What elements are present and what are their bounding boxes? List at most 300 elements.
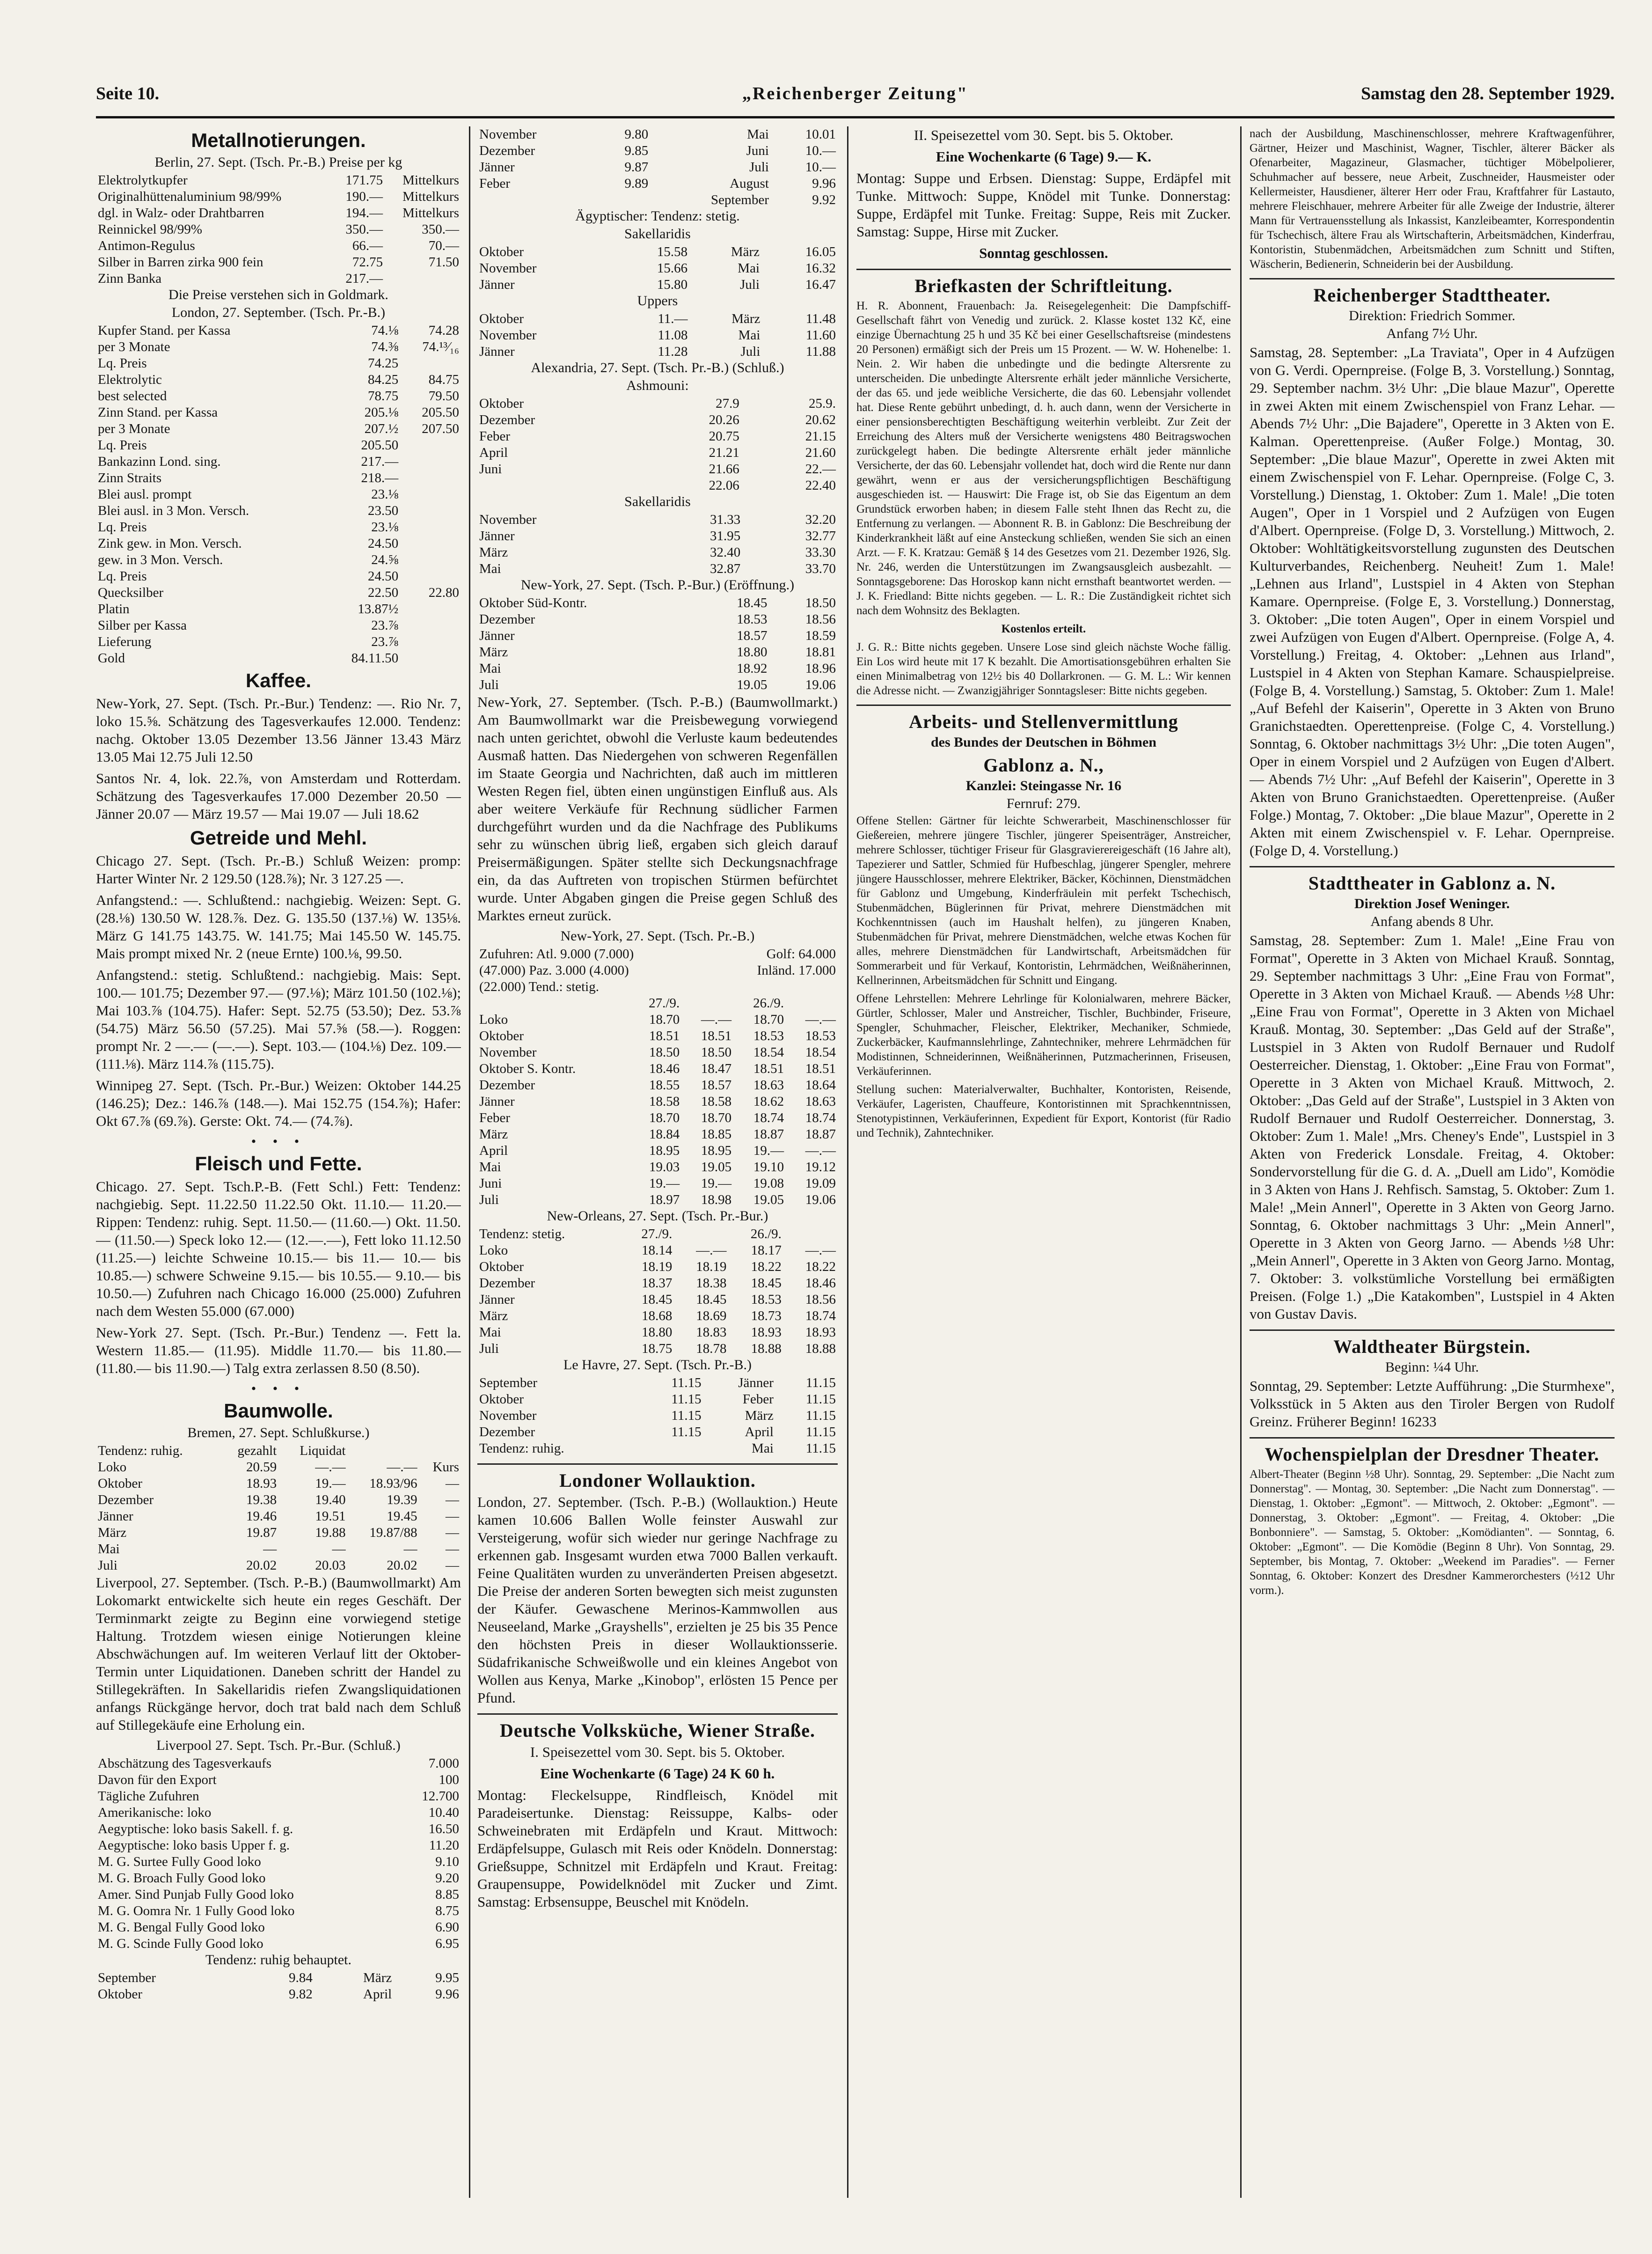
table-cell: Lq. Preis [98, 438, 147, 453]
menu-week: II. Speisezettel vom 30. Sept. bis 5. Oktober. [914, 127, 1174, 143]
table-cell: 19.46 [246, 1509, 277, 1524]
table-cell: 19.10 [753, 1160, 784, 1175]
table-row [96, 1837, 461, 1854]
table-row [477, 327, 838, 344]
table-cell: 18.87 [753, 1127, 784, 1142]
table-cell [400, 552, 461, 568]
table-cell: März [731, 311, 760, 326]
table-header-cell [786, 995, 838, 1012]
berlin-table [96, 172, 461, 287]
table-cell: 19.08 [753, 1176, 784, 1191]
menu-card: Eine Wochenkarte (6 Tage) 9.— K. [936, 148, 1152, 165]
column-3 [856, 126, 1231, 2198]
table-cell: 9.80 [624, 127, 649, 142]
arbeit-text-1: Offene Stellen: Gärtner für leichte Schwerarbeit, Maschinenschlosser für Gießereien, mehrere jüngere Tischler, jüngerer Speisenträger, Anstreicher, mehrere Schlosser, tüchtiger Friseur für Glasgravierereigeschäft (16 Jahre alt), Tapezierer und Sattler, Schmied für Hufbeschlag, jüngerer Spengler, mehrere jüngere Hausschlosser, mehrere Elektriker, Bäcker, Köchinnen, Dienstmädchen für Gablonz und Umgebung, Kinderfräulein mit perfekt Tschechisch, Stubenmädchen, Büglerinnen für Privat, mehrere Dienstmädchen mit Kochkenntnissen (auch im Haushalt helfen), zu jüngeren Knaben, Stubenmädchen für Privat, mehrere Dienstmädchen, welche etwas Kochen für alles, mehrere Dienstmädchen für Landwirtschaft, Arbeitsmädchen für Sommerarbeit und für Verkauf, Kontoristin, Lehrmädchen, Weißnäherinnen, Kellnerinnen, Arbeitsmädchen für Schnitt und Eingang. [856, 815, 1231, 987]
grain-text-4: Winnipeg 27. Sept. (Tsch. Pr.-Bur.) Weizen: Oktober 144.25 (146.25); Dez.: 146.⅞ (148.—). Mai 152.75 (154.⅞); Hafer: Okt 67.⅞ (69.⅞). Gerste: Okt. 74.— (74.⅞). [96, 1077, 461, 1129]
table-row [96, 503, 461, 519]
table-row [477, 644, 838, 661]
table-cell: 19.05 [701, 1160, 732, 1175]
table-cell: 32.20 [805, 512, 836, 527]
table-row [96, 634, 461, 650]
table-cell: — [446, 1476, 459, 1491]
table-header-cell [674, 1226, 728, 1242]
table-cell: 19.06 [805, 1192, 836, 1207]
table-cell: 20.75 [709, 429, 739, 444]
table-cell: Mai [738, 261, 760, 276]
table-cell: 22.— [805, 462, 836, 477]
table-row [96, 552, 461, 568]
wool-text: London, 27. September. (Tsch. P.-B.) (Wollauktion.) Heute kamen 10.606 Ballen Wolle feinster Auswahl zur Versteigerung, wofür sich wieder nur geringe Nachfrage zu erkennen gab. Insgesamt wurden etwa 7000 Ballen verkauft. Feine Qualitäten wurden zu unveränderten Preisen abgesetzt. Die Preise der anderen Sorten bewegten sich meist zugunsten der Käufer. Gewaschene Merinos-Kammwollen aus Neuseeland, Marke „Grayshells", erzielten je 25 bis 35 Pence den höchsten Preis in dieser Wollauktionsserie. Südafrikanische Schweißwolle und ein kleines Angebot von Wollen aus Kenya, Marke „Kinobop", erlösten 15 Pence per Pfund. [477, 1494, 838, 1706]
table-cell: 20.62 [805, 412, 836, 427]
briefkasten-text: H. R. Abonnent, Frauenbach: Ja. Reisegelegenheit: Die Dampfschiff-Gesellschaft fährt von Venedig und zurück. 2. Klasse kostet 132 Kč, eine einzige Übernachtung 25 h und 35 Kč bei einer Gesellschaftsreise (mindestens 20 Personen) ermäßigt sich der Preis um 15 Prozent. — W. W. Hohenelbe: 1. Nein. 2. Wir haben die unbedingte und die bedingte Altersrente zu unterscheiden. Die unbedingte Altersrente erhält jeder männliche Versicherte, der das 65. und jede weibliche Versicherte, die das 60. Lebensjahr vollendet hat. Diese Rente gebührt unbedingt, d. h. auch dann, wenn der Versicherte in einer pensionsberechtigten Beschäftigung weiterhin verbleibt. Zur Zeit der Erreichung des Alters muß der Versicherte wenigstens 480 Beitragswochen zurückgelegt haben. Die bedingte Altersrente erhält jeder männliche Versicherte, der das 60. Lebensjahr vollendet hat, doch wird die Rente nur dann gewährt, wenn er aus der versicherungspflichtigen Beschäftigung ausgeschieden ist. — Hauswirt: Die Frage ist, ob Sie das Eigentum an dem Grundstück erworben haben; in diesem Falle steht Ihnen das Recht zu, die Entfernung zu verlangen. — Abonnent R. B. in Gablonz: Die Beschreibung der Kinderkrankheit läßt auf eine Ansteckung schließen, wenden Sie sich an einen Arzt. — F. K. Kratzau: Gemäß § 14 des Gesetzes vom 21. Dezember 1926, Slg. Nr. 246, werden die Unterstützungen im Zwangsausgleich ausbezahlt. — Sonntagsgeborene: Das Horoskop kann nicht ernsthaft beantwortet werden. — J. K. Friedland: Bitte nichts gegeben. — L. R.: Die Zuständigkeit richtet sich nach dem Wohnsitz des Beklagten. [856, 300, 1231, 617]
separator-dots: • • • [251, 1134, 306, 1149]
stadttheater-direction: Direktion: Friedrich Sommer. [1349, 308, 1515, 323]
table-row [477, 1375, 838, 1391]
table-cell: 20.59 [246, 1460, 277, 1475]
table-cell: 74.⅛ [371, 323, 399, 338]
table-cell: 194.— [345, 206, 383, 220]
wool-heading: Londoner Wollauktion. [559, 1470, 756, 1491]
london-head: London, 27. September. (Tsch. Pr.-B.) [171, 305, 386, 320]
table-row [477, 1324, 838, 1341]
table-row [96, 1772, 461, 1788]
table-cell: 23.⅛ [371, 520, 399, 535]
table-cell: 15.80 [657, 277, 688, 292]
table-cell: Jänner [479, 344, 515, 359]
table-row [96, 1919, 461, 1936]
table-row [477, 1110, 838, 1126]
table-cell: 74.25 [367, 356, 399, 371]
table-row [96, 601, 461, 617]
stadttheater-heading: Reichenberger Stadttheater. [1313, 285, 1551, 306]
table-cell: 11.15 [805, 1408, 836, 1423]
table-cell: 18.47 [701, 1061, 732, 1076]
table-row [96, 205, 461, 221]
table-cell: Blei ausl. prompt [98, 487, 192, 502]
havre-table [477, 1375, 838, 1457]
cotton-heading: Baumwolle. [224, 1400, 333, 1422]
table-cell: 32.87 [710, 561, 741, 576]
table-cell [400, 568, 461, 585]
menu-text: Montag: Suppe und Erbsen. Dienstag: Suppe, Erdäpfel mit Tunke. Mittwoch: Suppe, Knödel mit Tunke. Donnerstag: Suppe, Erdäpfel mit Tunke. Freitag: Suppe, Reis mit Zucker. Samstag: Suppe, Hirse mit Zucker. [856, 170, 1231, 240]
table-cell: 18.45 [737, 595, 768, 610]
table-cell: 16.47 [805, 277, 836, 292]
table-cell: 18.73 [751, 1308, 782, 1323]
table-row [477, 628, 838, 644]
table-cell: 11.15 [805, 1375, 836, 1390]
table-cell: 9.10 [435, 1854, 459, 1869]
table-row [477, 1061, 838, 1077]
table-cell: 19.45 [387, 1509, 417, 1524]
arbeit-sub-4: Fernruf: 279. [1006, 796, 1081, 811]
table-header-cell: 27./9. [641, 1226, 672, 1241]
section-rule [856, 705, 1231, 706]
gablonz-begin: Anfang abends 8 Uhr. [1370, 914, 1494, 929]
table-cell: 18.95 [701, 1143, 732, 1158]
table-row [477, 445, 838, 461]
table-cell: M. G. Oomra Nr. 1 Fully Good loko [98, 1903, 295, 1918]
table-row [96, 519, 461, 536]
table-cell: 19.— [649, 1176, 680, 1191]
ny2-info [477, 946, 838, 995]
table-row [477, 946, 838, 962]
table-cell: Jänner [479, 160, 515, 175]
table-cell: 21.21 [709, 445, 739, 460]
table-cell: Jänner [479, 277, 515, 292]
kitchen-heading: Deutsche Volksküche, Wiener Straße. [500, 1720, 815, 1741]
table-cell: 18.53 [753, 1028, 784, 1043]
table-header-cell: 26./9. [753, 996, 784, 1011]
table-cell: 9.92 [812, 192, 836, 207]
table-cell: Feber [479, 1110, 511, 1125]
ny2-head: New-York, 27. Sept. (Tsch. Pr.-B.) [560, 928, 755, 944]
table-cell: Lq. Preis [98, 356, 147, 371]
table-cell: 205.⅛ [364, 405, 399, 420]
table-cell: 350.— [345, 222, 383, 237]
column-rule [1240, 126, 1242, 2198]
table-cell: 8.85 [435, 1887, 459, 1902]
waldtheater-heading: Waldtheater Bürgstein. [1333, 1336, 1531, 1357]
table-row [477, 412, 838, 428]
table-cell: 6.95 [435, 1936, 459, 1951]
table-cell: 217.— [361, 454, 399, 469]
meat-heading: Fleisch und Fette. [195, 1153, 362, 1175]
table-row [477, 1143, 838, 1159]
table-cell: Quecksilber [98, 585, 164, 600]
table-row [96, 1459, 461, 1476]
table-cell: 18.17 [751, 1243, 782, 1258]
waldtheater-begin: Beginn: ¼4 Uhr. [1385, 1359, 1479, 1375]
table-row [96, 238, 461, 254]
dresden-heading: Wochenspielplan der Dresdner Theater. [1265, 1444, 1600, 1465]
table-cell: Antimon-Regulus [98, 238, 195, 253]
table-cell: — [446, 1509, 459, 1524]
header-rule [96, 116, 1615, 118]
table-cell: Oktober [98, 1476, 143, 1491]
stadttheater-program: Samstag, 28. September: „La Traviata", Oper in 4 Aufzügen von G. Verdi. Opernpreise. (Folge B, 3. Vorstellung.) Sonntag, 29. September nachm. 3½ Uhr: „Die blaue Mazur", Operette in zwei Akten mit einem Zwischenspiel von Franz Lehar. — Abends 7½ Uhr: „Die Bajadere", Operette in 3 Akten von E. Kalman. Operettenpreise. (Außer Folge.) Montag, 30. September: „Die blaue Mazur", Operette in zwei Akten mit einem Zwischenspiel von F. Lehar. Opernpreise. (Folge C, 3. Vorstellung.) Dienstag, 1. Oktober: Zum 1. Male! „Die toten Augen", Oper in 1 Vorspiel und 2 Aufzügen von Eugen d'Albert. Opernpreise. (Folge D, 3. Vorstellung.) Mittwoch, 2. Oktober: Wohltätigkeitsvorstellung zugunsten des Deutschen Kulturverbandes, Reichenberg. Neuheit! Zum 1. Male! „Lehnen aus Irland", Lustspiel in 4 Akten von Stephan Kamare. Opernpreise. (Folge E, 3. Vorstellung.) Donnerstag, 3. Oktober: „Die toten Augen", Oper in einem Vorspiel und zwei Aufzügen von Eugen d'Albert. Opernpreise. (Folge A, 4. Vorstellung.) Freitag, 4. Oktober: „Lehnen aus Irland", Lustspiel in 4 Akten von Stephan Kamare. Schauspielpreise. (Folge B, 4. Vorstellung.) Samstag, 5. Oktober: Zum 1. Male! „Auf Befehl der Kaiserin", Operette in 3 Akten von Bruno Granichstaedten. Operettenpreise. (Folge C, 4. Vorstellung.) Sonntag, 6. Oktober nachmittags 3½ Uhr: „Die toten Augen", Oper in einem Vorspiel und 2 Aufzügen von Eugen d'Albert. — Abends 7½ Uhr: „Auf Befehl der Kaiserin", Operette in 3 Akten von Bruno Granichstaedten. Operettenpreise. (Außer Folge.) Montag, 7. Oktober: „Die blaue Mazur", Operette in 2 Akten mit einem Zwischenspiel v. F. Lehar. Opernpreise. (Folge D, 4. Vorstellung.) [1250, 344, 1615, 859]
table-cell: 18.46 [805, 1276, 836, 1291]
table-cell: 74.¹³⁄₁₆ [422, 339, 459, 354]
table-cell: 9.87 [624, 160, 649, 175]
table-cell: 16.05 [805, 244, 836, 259]
table-cell: 18.93 [751, 1325, 782, 1340]
table-cell: — [332, 1542, 346, 1557]
table-cell: September [710, 192, 769, 207]
table-row [477, 311, 838, 327]
table-cell [641, 1440, 703, 1457]
table-row [96, 355, 461, 372]
table-cell: — [446, 1525, 459, 1540]
table-cell: 18.22 [805, 1259, 836, 1274]
table-row [477, 1292, 838, 1308]
table-cell: Lq. Preis [98, 520, 147, 535]
table-row [96, 486, 461, 503]
table-cell [400, 536, 461, 552]
table-cell: — [446, 1542, 459, 1557]
table-cell: 18.37 [642, 1276, 672, 1291]
table-cell: 9.95 [435, 1970, 459, 1985]
table-cell: 18.70 [649, 1110, 680, 1125]
table-cell: 11.— [658, 311, 688, 326]
table-row [96, 1557, 461, 1574]
sake-table [477, 244, 838, 293]
table-cell: Dezember [479, 1276, 535, 1291]
table-cell: 18.53 [805, 1028, 836, 1043]
table-cell: 31.33 [710, 512, 741, 527]
table-cell: 18.92 [737, 661, 768, 676]
table-row [477, 962, 838, 979]
section-rule [1250, 866, 1615, 867]
table-cell: 217.— [345, 271, 383, 286]
table-cell: —.— [805, 1243, 836, 1258]
table-cell: —.— [696, 1243, 727, 1258]
table-cell: 12.700 [422, 1789, 459, 1804]
table-cell: 18.51 [649, 1028, 680, 1043]
table-cell: — [446, 1492, 459, 1507]
table-cell: 18.96 [805, 661, 836, 676]
table-cell: Lieferung [98, 634, 152, 649]
table-cell: Oktober [479, 244, 524, 259]
table-cell: 18.85 [701, 1127, 732, 1142]
table-row [477, 477, 838, 494]
table-cell: Inländ. 17.000 [757, 963, 836, 978]
table-cell: 23.⅞ [371, 634, 399, 649]
kitchen-card: Eine Wochenkarte (6 Tage) 24 K 60 h. [540, 1765, 775, 1782]
table-cell: —.— [701, 1012, 732, 1027]
table-row [96, 1492, 461, 1508]
table-cell: Golf: 64.000 [766, 947, 836, 962]
table-cell: Mai [752, 1441, 774, 1456]
table-cell: Zinn Straits [98, 470, 162, 485]
table-cell: 18.80 [737, 645, 768, 660]
table-cell: Mai [98, 1542, 120, 1557]
table-cell: 23.⅛ [371, 487, 399, 502]
table-cell: 18.74 [805, 1110, 836, 1125]
table-cell: Dezember [479, 1424, 535, 1439]
table-cell: 10.40 [428, 1805, 459, 1820]
table-cell: 22.06 [709, 478, 739, 493]
section-rule [477, 1713, 838, 1715]
table-cell: 18.57 [737, 628, 768, 643]
table-cell: 18.50 [701, 1045, 732, 1060]
ny2-table [477, 995, 838, 1208]
table-cell: 18.63 [753, 1078, 784, 1093]
table-row [477, 677, 838, 693]
table-cell: 11.60 [805, 328, 836, 343]
table-row [96, 404, 461, 421]
table-cell: Silber in Barren zirka 900 fein [98, 255, 263, 270]
table-row [477, 1424, 838, 1440]
table-cell: 24.50 [367, 569, 399, 584]
arbeit-heading: Arbeits- und Stellenvermittlung [909, 711, 1178, 732]
table-row [477, 461, 838, 477]
table-header-cell: Liquidat [300, 1443, 346, 1458]
table-cell: November [479, 512, 537, 527]
table-cell: Mittelkurs [402, 206, 459, 220]
table-cell: Elektrolytic [98, 372, 162, 387]
table-row [477, 1341, 838, 1357]
table-cell: 20.02 [246, 1558, 277, 1573]
table-cell: 21.60 [805, 445, 836, 460]
table-row [477, 1192, 838, 1208]
havre-head: Le Havre, 27. Sept. (Tsch. Pr.-B.) [563, 1357, 752, 1373]
table-cell: 20.02 [387, 1558, 417, 1573]
column-4 [1250, 126, 1615, 2198]
table-cell: 25.9. [809, 396, 836, 411]
table-cell: Oktober [98, 1987, 143, 2002]
table-cell: Zufuhren: Atl. 9.000 (7.000) [479, 947, 634, 962]
table-cell: November [479, 127, 537, 142]
table-cell: 22.50 [367, 585, 399, 600]
table-row [96, 1788, 461, 1805]
table-row [477, 1175, 838, 1192]
table-row [477, 1259, 838, 1275]
gablonz-heading: Stadttheater in Gablonz a. N. [1308, 873, 1556, 894]
table-cell: Oktober [479, 1392, 524, 1407]
coffee-text-1: New-York, 27. Sept. (Tsch. Pr.-Bur.) Tendenz: —. Rio Nr. 7, loko 15.⅝. Schätzung des Tagesverkaufes 12.000. Tendenz: nachg. Oktober 13.05 Dezember 13.56 Jänner 13.43 März 13.05 Mai 12.75 Juli 12.50 [96, 695, 461, 765]
arbeit-sub-2: Gablonz a. N., [983, 755, 1104, 776]
table-cell: 18.88 [751, 1341, 782, 1356]
table-cell: März [479, 545, 508, 560]
table-cell: 18.19 [642, 1259, 672, 1274]
table-cell: 18.51 [753, 1061, 784, 1076]
table-cell: 18.50 [805, 595, 836, 610]
table-cell: 8.75 [435, 1903, 459, 1918]
table-cell: 74.28 [428, 323, 459, 338]
column-2 [477, 126, 838, 2198]
table-cell: Abschätzung des Tagesverkaufs [98, 1756, 272, 1771]
table-cell: Mai [479, 1325, 501, 1340]
table-row [477, 1126, 838, 1143]
table-cell: 18.74 [753, 1110, 784, 1125]
table-cell: Juni [746, 143, 769, 158]
table-cell: 9.84 [289, 1970, 313, 1985]
table-cell: 19.39 [387, 1492, 417, 1507]
table-row [477, 1275, 838, 1292]
coffee-heading: Kaffee. [245, 669, 312, 691]
table-row [477, 544, 838, 561]
arbeit-text-3: Stellung suchen: Materialverwalter, Buchhalter, Kontoristen, Reisende, Verkäufer, Lageristen, Chauffeure, Kontoristinnen mit Sprachkenntnissen, Stenotypistinnen, Verkäuferinnen, Expedient für Export, Kontorist (für Radio und Technik), Zahntechniker. [856, 1083, 1231, 1139]
table-cell: 11.48 [805, 311, 836, 326]
table-cell: 20.03 [315, 1558, 346, 1573]
table-cell: 18.83 [696, 1325, 727, 1340]
table-cell: Silber per Kassa [98, 618, 187, 633]
table-row [96, 1508, 461, 1525]
table-cell: Loko [479, 1012, 508, 1027]
table-row [96, 1986, 461, 2003]
arbeit-continued: nach der Ausbildung, Maschinenschlosser, mehrere Kraftwagenführer, Gärtner, Heizer und Maschinist, Wagner, Tischler, älterer Bäcker als Ofenarbeiter, Magazineur, Glasmacher, tüchtiger Möbelpolierer, Schuhmacher auf bessere, neue Arbeit, Zuschneider, Hausmeister oder Kellermeister, Hausdiener, älterer Herr oder Frau, Kraftfahrer für Lastauto, mehrere Fleischhauer, mehrere Arbeiter für alle Zweige der Industrie, älterer Mann für Vertrauensstellung als Inkassist, Kanzleibeamter, Korrespondentin für Tschechisch, ältere Frau als Wirtschafterin, Arbeitsmädchen, Kinderfrau, Kontoristin, Stubenmädchen, Arbeitsmädchen zum Schnitt und Stiften, Wäscherin, Bedienerin, Schneiderin bei der Ausbildung. [1250, 127, 1615, 271]
table-cell: 18.62 [753, 1094, 784, 1109]
table-row [477, 1242, 838, 1259]
table-cell: 18.75 [642, 1341, 672, 1356]
table-cell: April [363, 1987, 392, 2002]
table-cell: Bankazinn Lond. sing. [98, 454, 221, 469]
table-cell: 9.96 [812, 176, 836, 191]
table-cell: 19.51 [315, 1509, 346, 1524]
table-cell: 10.— [805, 143, 836, 158]
table-cell: gew. in 3 Mon. Versch. [98, 552, 223, 567]
table-cell: Juli [479, 1341, 499, 1356]
table-cell: März [479, 1127, 508, 1142]
table-row [477, 277, 838, 293]
liverpool-head: Liverpool 27. Sept. Tsch. Pr.-Bur. (Schluß.) [156, 1738, 401, 1753]
table-cell [400, 503, 461, 519]
table-cell: 71.50 [428, 255, 459, 270]
table-cell: März [479, 1308, 508, 1323]
newspaper-title: „Reichenberger Zeitung" [742, 84, 969, 103]
table-cell: 11.15 [671, 1375, 702, 1390]
table-row [96, 1476, 461, 1492]
table-cell: Amerikanische: loko [98, 1805, 212, 1820]
table-row [477, 143, 838, 159]
table-cell: Juli [479, 677, 499, 692]
table-cell: 18.45 [696, 1292, 727, 1307]
column-rule [847, 126, 848, 2198]
table-cell: per 3 Monate [98, 421, 170, 436]
column-rule [469, 126, 470, 2198]
page-header [96, 83, 1615, 111]
table-cell: Juli [740, 344, 760, 359]
section-rule [477, 1463, 838, 1465]
table-cell: April [479, 445, 508, 460]
table-cell: 205.50 [422, 405, 459, 420]
table-cell: 18.80 [642, 1325, 672, 1340]
table-cell: 19.38 [246, 1492, 277, 1507]
table-cell: 9.89 [624, 176, 649, 191]
table-cell: 207.50 [422, 421, 459, 436]
table-cell: 18.81 [805, 645, 836, 660]
table-row [477, 1391, 838, 1408]
table-row [96, 254, 461, 271]
table-cell: Mai [479, 561, 501, 576]
table-row [477, 1308, 838, 1324]
table-cell: Mittelkurs [402, 189, 459, 204]
table-row [96, 650, 461, 667]
gablonz-direction: Direktion Josef Weninger. [1354, 896, 1510, 911]
table-cell: Mai [738, 328, 760, 343]
table-row [96, 1525, 461, 1541]
table-cell: Zink gew. in Mon. Versch. [98, 536, 242, 551]
table-row [96, 271, 461, 287]
table-row [477, 1077, 838, 1094]
table-cell: 100 [439, 1772, 459, 1787]
table-header-cell: Tendenz: stetig. [479, 1226, 565, 1241]
table-cell: 18.22 [751, 1259, 782, 1274]
table-cell: 18.70 [701, 1110, 732, 1125]
table-cell: März [731, 244, 760, 259]
table-cell: 21.66 [709, 462, 739, 477]
table-row [477, 428, 838, 445]
table-cell: Loko [98, 1460, 127, 1475]
table-cell: per 3 Monate [98, 339, 170, 354]
table-cell: September [98, 1970, 156, 1985]
alex-head: Alexandria, 27. Sept. (Tsch. Pr.-B.) (Schluß.) [531, 360, 784, 375]
table-cell: 19.— [753, 1143, 784, 1158]
table-cell: 18.38 [696, 1276, 727, 1291]
table-cell: 18.69 [696, 1308, 727, 1323]
table-cell: Juli [479, 1192, 499, 1207]
metal-heading: Metallnotierungen. [191, 129, 366, 151]
table-cell: März [363, 1970, 392, 1985]
table-cell: 11.28 [658, 344, 688, 359]
table-cell: —.— [805, 1012, 836, 1027]
table-cell [597, 192, 651, 208]
table-row [477, 661, 838, 677]
table-cell: 18.95 [649, 1143, 680, 1158]
table-cell: Juni [479, 462, 502, 477]
table-cell: best selected [98, 389, 167, 404]
liverpool-tendency: Tendenz: ruhig behauptet. [205, 1952, 351, 1968]
